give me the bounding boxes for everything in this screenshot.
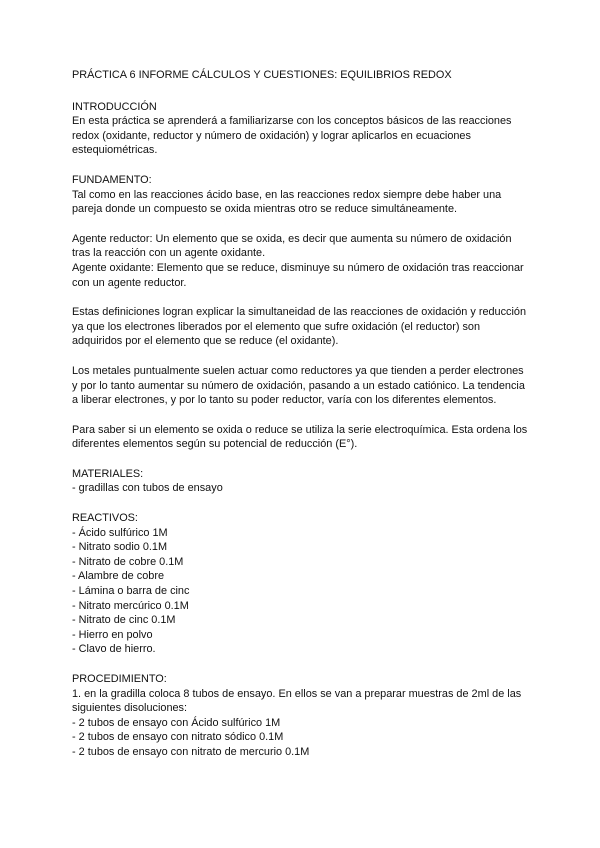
list-item: - Hierro en polvo — [72, 628, 153, 641]
fundamento-paragraph-1: Tal como en las reacciones ácido base, en las reacciones redox siempre debe haber una pareja donde un compuesto se oxida mientras otro se reduce simultáneamente. — [72, 188, 502, 216]
list-item: - Nitrato de cinc 0.1M — [72, 614, 176, 627]
procedimiento-list — [72, 716, 532, 760]
reactivos-heading: REACTIVOS: — [72, 512, 138, 525]
materiales-heading: MATERIALES: — [72, 467, 144, 480]
procedimiento-step-1: 1. en la gradilla coloca 8 tubos de ensayo. En ellos se van a preparar muestras de 2ml de las siguientes disoluciones: — [72, 687, 522, 715]
list-item: - Nitrato sodio 0.1M — [72, 541, 168, 554]
document-page — [72, 68, 532, 775]
fundamento-paragraph-3: Estas definiciones logran explicar la simultaneidad de las reacciones de oxidación y reducción ya que los electrones liberados por el elemento que sufre oxidación (el reductor) son adquiridos por el elemento que se reduce (el oxidante). — [72, 306, 527, 348]
fundamento-agente-oxidante: Agente oxidante: Elemento que se reduce, disminuye su número de oxidación tras reaccionar con un agente reductor. — [72, 261, 524, 289]
list-item: - Lámina o barra de cinc — [72, 585, 190, 598]
introduccion-text: En esta práctica se aprenderá a familiarizarse con los conceptos básicos de las reacciones redox (oxidante, reductor y número de oxidación) y lograr aplicarlos en ecuaciones estequiométricas. — [72, 115, 512, 157]
list-item: - Clavo de hierro. — [72, 643, 156, 656]
list-item: - Nitrato de cobre 0.1M — [72, 555, 184, 568]
fundamento-paragraph-5: Para saber si un elemento se oxida o reduce se utiliza la serie electroquímica. Esta ordena los diferentes elementos según su potencial de reducción (E°). — [72, 423, 528, 451]
list-item: - Ácido sulfúrico 1M — [72, 526, 168, 539]
materiales-list — [72, 481, 532, 496]
introduccion-heading: INTRODUCCIÓN — [72, 100, 157, 113]
fundamento-heading: FUNDAMENTO: — [72, 173, 152, 186]
fundamento-paragraph-4: Los metales puntualmente suelen actuar como reductores ya que tienden a perder electrones y por lo tanto aumentar su número de oxidación, pasando a un estado catiónico. La tendencia a liberar electrones, y por lo tanto su poder reductor, varía con los diferentes elementos. — [72, 364, 525, 407]
section-materiales — [72, 467, 532, 496]
reactivos-list — [72, 526, 532, 657]
section-procedimiento — [72, 672, 532, 760]
section-reactivos — [72, 511, 532, 657]
list-item: - 2 tubos de ensayo con nitrato sódico 0.1M — [72, 731, 284, 744]
document-title: PRÁCTICA 6 INFORME CÁLCULOS Y CUESTIONES: EQUILIBRIOS REDOX — [72, 69, 452, 81]
list-item: - 2 tubos de ensayo con Ácido sulfúrico 1M — [72, 716, 281, 729]
section-introduccion — [72, 100, 532, 158]
list-item: - Alambre de cobre — [72, 570, 165, 583]
section-fundamento — [72, 173, 532, 452]
list-item: - 2 tubos de ensayo con nitrato de mercurio 0.1M — [72, 745, 310, 758]
procedimiento-heading: PROCEDIMIENTO: — [72, 673, 167, 685]
list-item: - Nitrato mercúrico 0.1M — [72, 599, 189, 612]
list-item: - gradillas con tubos de ensayo — [72, 482, 223, 495]
fundamento-agente-reductor: Agente reductor: Un elemento que se oxida, es decir que aumenta su número de oxidación tras la reacción con un agente oxidante. — [72, 232, 512, 260]
